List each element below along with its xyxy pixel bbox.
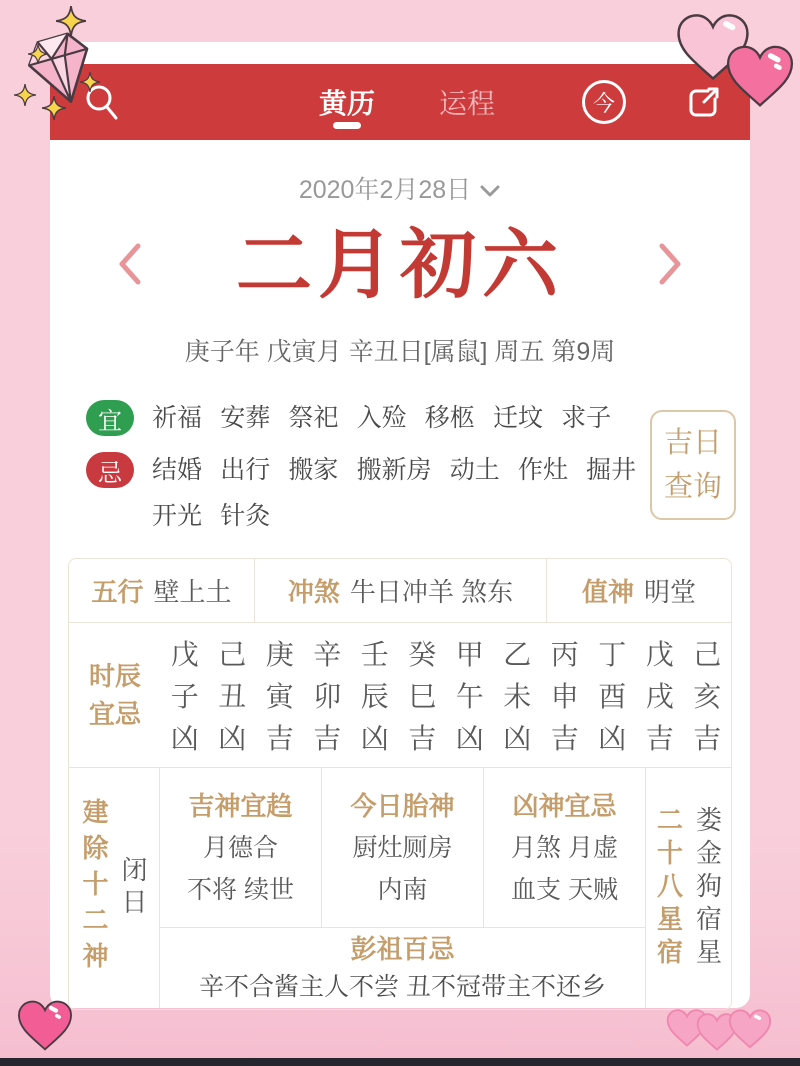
shichen-column	[256, 623, 304, 767]
shichen-stem: 戊	[170, 639, 199, 670]
shichen-stem: 己	[218, 639, 247, 670]
shichen-column	[209, 623, 257, 767]
info-row	[69, 559, 731, 623]
shichen-column	[304, 623, 352, 767]
tab-huangli[interactable]: 黄历	[318, 88, 375, 119]
suitable-items: 祈福 安葬 祭祀 入殓 移柩 迁坟 求子	[152, 404, 612, 432]
app-header	[50, 64, 750, 140]
lucky-day-query-line1: 吉日	[663, 427, 722, 459]
jianchu-cell	[69, 768, 159, 1008]
heart-icon	[726, 1006, 774, 1054]
sparkle-icon	[28, 44, 48, 64]
shichen-stem: 庚	[265, 639, 294, 670]
shichen-branch: 午	[455, 681, 484, 712]
xiongshen-line1: 月煞 月虚	[511, 833, 618, 862]
shichen-luck: 吉	[313, 723, 342, 754]
shichen-column	[399, 623, 447, 767]
lunar-date-title: 二月初六	[236, 224, 564, 308]
shichen-branch: 戌	[645, 681, 674, 712]
screen-bottom-bar	[0, 1058, 800, 1066]
shichen-branch: 卯	[313, 681, 342, 712]
shichen-stem: 戊	[645, 639, 674, 670]
shichen-label	[69, 623, 161, 767]
lucky-day-query-line2: 查询	[663, 471, 722, 503]
shichen-stem: 癸	[408, 639, 437, 670]
avoid-badge: 忌	[86, 452, 134, 488]
shichen-column	[446, 623, 494, 767]
chongsha-cell	[255, 559, 547, 622]
shichen-branch: 未	[503, 681, 532, 712]
shichen-stem: 壬	[360, 639, 389, 670]
jishen-line1: 月德合	[202, 833, 278, 862]
shichen-luck: 吉	[408, 723, 437, 754]
search-icon[interactable]	[82, 82, 122, 122]
ganzhi-detail: 庚子年 戊寅月 辛丑日[属鼠] 周五 第9周	[184, 338, 616, 366]
xiongshen-cell	[483, 768, 645, 927]
shichen-column	[351, 623, 399, 767]
shichen-luck: 凶	[503, 723, 532, 754]
shichen-stem: 丙	[550, 639, 579, 670]
shichen-luck: 凶	[170, 723, 199, 754]
zhishen-cell	[547, 559, 731, 622]
back-to-today-icon[interactable]	[582, 80, 626, 124]
active-tab-underline	[333, 122, 361, 129]
xiongshen-title: 凶神宜忌	[512, 790, 617, 821]
deities-grid	[69, 768, 731, 1008]
shichen-label-line1: 时辰	[88, 661, 141, 691]
shichen-branch: 寅	[265, 681, 294, 712]
heart-icon	[664, 1006, 710, 1052]
xiongshen-line2: 血支 天贼	[511, 875, 618, 904]
shichen-stem: 甲	[455, 639, 484, 670]
chevron-down-icon	[479, 183, 501, 199]
jishen-title: 吉神宜趋	[188, 790, 293, 821]
shichen-branch: 丑	[218, 681, 247, 712]
xingxiu-value: 娄金狗宿星	[692, 805, 723, 971]
taishen-line1: 厨灶厕房	[352, 833, 453, 862]
share-icon[interactable]	[684, 82, 724, 122]
suitable-badge: 宜	[86, 400, 134, 436]
shichen-luck: 吉	[645, 723, 674, 754]
pengzu-cell	[159, 927, 645, 1008]
zhishen-value: 明堂	[644, 577, 697, 607]
avoid-items: 结婚 出行 搬家 搬新房 动土 作灶 掘井 开光 针灸	[152, 456, 637, 530]
jishen-cell	[159, 768, 321, 927]
shichen-stem: 乙	[503, 639, 532, 670]
shichen-luck: 吉	[550, 723, 579, 754]
heart-icon	[694, 1010, 740, 1056]
tab-yuncheng[interactable]: 运程	[438, 88, 495, 119]
shichen-branch: 申	[550, 681, 579, 712]
chongsha-label: 冲煞	[287, 577, 340, 607]
shichen-luck: 吉	[693, 723, 722, 754]
next-day-button[interactable]	[656, 240, 686, 288]
xingxiu-label: 二十八星宿	[653, 805, 684, 971]
jishen-line2: 不将 续世	[187, 875, 294, 904]
taishen-cell	[321, 768, 483, 927]
xingxiu-cell	[645, 768, 731, 1008]
chongsha-value: 牛日冲羊 煞东	[349, 577, 514, 607]
shichen-column	[494, 623, 542, 767]
shichen-column	[636, 623, 684, 767]
shichen-row	[69, 623, 731, 768]
shichen-branch: 巳	[408, 681, 437, 712]
jianchu-label: 建除十二神	[79, 798, 109, 978]
shichen-luck: 凶	[598, 723, 627, 754]
jianchu-value: 闭日	[118, 856, 148, 920]
lucky-day-query-button[interactable]	[650, 410, 736, 520]
pengzu-title: 彭祖百忌	[350, 934, 455, 964]
almanac-table	[68, 558, 732, 1010]
shichen-stem: 己	[693, 639, 722, 670]
shichen-column	[541, 623, 589, 767]
shichen-branch: 子	[170, 681, 199, 712]
wuxing-value: 壁上土	[153, 577, 232, 607]
sparkle-icon	[14, 84, 36, 106]
wuxing-label: 五行	[91, 577, 144, 607]
wuxing-cell	[69, 559, 255, 622]
almanac-card	[50, 42, 750, 1008]
pengzu-value: 辛不合酱主人不尝 丑不冠带主不还乡	[199, 973, 606, 1001]
shichen-column	[589, 623, 637, 767]
shichen-luck: 凶	[360, 723, 389, 754]
shichen-column	[161, 623, 209, 767]
shichen-branch: 亥	[693, 681, 722, 712]
shichen-luck: 凶	[455, 723, 484, 754]
shichen-stem: 丁	[598, 639, 627, 670]
shichen-stem: 辛	[313, 639, 342, 670]
shichen-branch: 辰	[360, 681, 389, 712]
gregorian-date: 2020年2月28日	[298, 176, 472, 204]
today-icon-glyph: 今	[592, 90, 615, 116]
shichen-luck: 凶	[218, 723, 247, 754]
shichen-column	[684, 623, 732, 767]
taishen-title: 今日胎神	[350, 790, 455, 821]
taishen-line2: 内南	[377, 875, 428, 904]
sparkle-icon	[56, 6, 86, 36]
shichen-luck: 吉	[265, 723, 294, 754]
shichen-grid	[161, 623, 731, 767]
shichen-label-line2: 宜忌	[88, 699, 141, 729]
shichen-branch: 酉	[598, 681, 627, 712]
date-selector[interactable]	[50, 170, 750, 206]
zhishen-label: 值神	[581, 577, 634, 607]
